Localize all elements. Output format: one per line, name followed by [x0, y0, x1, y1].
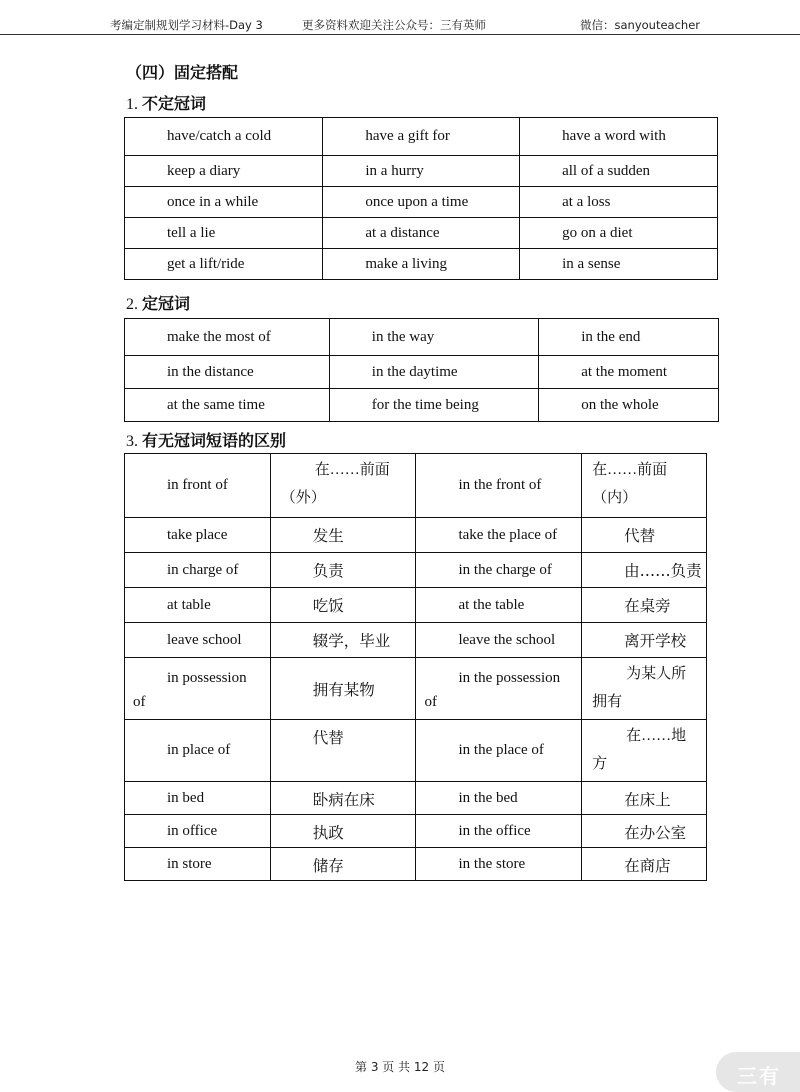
table-row [125, 848, 707, 881]
table-row [125, 720, 707, 782]
table-cell: at table [125, 588, 271, 623]
table-row [125, 518, 707, 553]
watermark-text: 三有 [737, 1064, 781, 1088]
table-cell [270, 454, 416, 518]
table-cell: at the moment [539, 356, 719, 389]
table-row [125, 218, 718, 249]
table-cell: all of a sudden [520, 156, 718, 187]
table-cell: 吃饭 [270, 588, 416, 623]
section1-number: 1. [126, 96, 138, 113]
table-row [125, 454, 707, 518]
table-cell: at the same time [125, 389, 330, 422]
table-cell: 发生 [270, 518, 416, 553]
table-cell: on the whole [539, 389, 719, 422]
cell-text: 在……地 [626, 728, 687, 744]
indefinite-article-table [124, 117, 718, 280]
table-cell: in the store [416, 848, 582, 881]
table-cell: in the charge of [416, 553, 582, 588]
table-cell: 在床上 [582, 782, 707, 815]
cell-text: 在……前面 [314, 462, 390, 478]
cell-text: in the possession [458, 670, 561, 686]
cell-text: （外） [280, 490, 326, 506]
table-cell: at the table [416, 588, 582, 623]
table-cell: in the end [539, 319, 719, 356]
table-cell: in office [125, 815, 271, 848]
table-cell: 在桌旁 [582, 588, 707, 623]
table-cell [582, 454, 707, 518]
table-cell: 卧病在床 [270, 782, 416, 815]
table-row [125, 187, 718, 218]
header-right-text: 微信：sanyouteacher [580, 18, 701, 32]
table-cell: at a loss [520, 187, 718, 218]
table-cell: take place [125, 518, 271, 553]
section1-heading [126, 91, 206, 114]
definite-article-table [124, 318, 719, 422]
table-cell: go on a diet [520, 218, 718, 249]
table-cell: in charge of [125, 553, 271, 588]
table-row [125, 156, 718, 187]
table-cell: in the front of [416, 454, 582, 518]
table-cell: 由……负责 [582, 553, 707, 588]
table-cell: tell a lie [125, 218, 323, 249]
table-cell [582, 720, 707, 782]
table-row [125, 553, 707, 588]
section2-heading [126, 291, 190, 314]
table-row [125, 249, 718, 280]
table-cell: 负责 [270, 553, 416, 588]
page-footer: 第 3 页 共 12 页 [355, 1060, 445, 1074]
table-row [125, 389, 719, 422]
section3-heading [126, 428, 286, 451]
table-cell: in a hurry [323, 156, 520, 187]
table-cell: have/catch a cold [125, 118, 323, 156]
table-cell: 代替 [270, 720, 416, 782]
table-cell: 在办公室 [582, 815, 707, 848]
table-cell [582, 658, 707, 720]
cell-text: of [133, 694, 146, 710]
table-row [125, 658, 707, 720]
table-cell: once in a while [125, 187, 323, 218]
cell-text: 为某人所 [626, 666, 687, 682]
section2-title: 定冠词 [142, 294, 191, 313]
table-cell: at a distance [323, 218, 520, 249]
table-cell: 辍学，毕业 [270, 623, 416, 658]
table-cell: in bed [125, 782, 271, 815]
page-header [0, 0, 800, 36]
table-cell: in store [125, 848, 271, 881]
table-cell: in the way [329, 319, 538, 356]
section2-number: 2. [126, 296, 138, 313]
cell-text: 方 [592, 756, 608, 772]
table-cell: in the distance [125, 356, 330, 389]
table-cell [125, 658, 271, 720]
section3-number: 3. [126, 433, 138, 450]
table-cell: once upon a time [323, 187, 520, 218]
table-cell: leave the school [416, 623, 582, 658]
main-heading: （四）固定搭配 [126, 63, 239, 82]
table-cell: in place of [125, 720, 271, 782]
table-cell: leave school [125, 623, 271, 658]
table-cell [416, 658, 582, 720]
table-cell: get a lift/ride [125, 249, 323, 280]
table-row [125, 319, 719, 356]
table-cell: in front of [125, 454, 271, 518]
table-cell: in a sense [520, 249, 718, 280]
table-cell: take the place of [416, 518, 582, 553]
cell-text: of [424, 694, 437, 710]
table-cell: 离开学校 [582, 623, 707, 658]
cell-text: （内） [592, 490, 638, 506]
header-divider [0, 34, 800, 35]
header-center-text: 更多资料欢迎关注公众号：三有英师 [302, 18, 486, 32]
table-cell: make the most of [125, 319, 330, 356]
table-cell: in the bed [416, 782, 582, 815]
table-cell: 代替 [582, 518, 707, 553]
table-cell: have a word with [520, 118, 718, 156]
table-cell: make a living [323, 249, 520, 280]
table-cell: have a gift for [323, 118, 520, 156]
cell-text: in possession [167, 670, 247, 686]
table-cell: in the office [416, 815, 582, 848]
table-cell: keep a diary [125, 156, 323, 187]
table-cell: 储存 [270, 848, 416, 881]
table-cell: 拥有某物 [270, 658, 416, 720]
table-row [125, 815, 707, 848]
section3-title: 有无冠词短语的区别 [142, 431, 287, 450]
table-row [125, 356, 719, 389]
article-contrast-table [124, 453, 707, 881]
cell-text: 拥有 [592, 694, 623, 710]
table-cell: in the place of [416, 720, 582, 782]
header-left-text: 考编定制规划学习材料-Day 3 [110, 18, 263, 32]
table-row [125, 782, 707, 815]
section1-title: 不定冠词 [142, 94, 207, 113]
table-cell: 执政 [270, 815, 416, 848]
table-row [125, 588, 707, 623]
table-cell: for the time being [329, 389, 538, 422]
table-row [125, 118, 718, 156]
cell-text: 在……前面 [592, 462, 668, 478]
table-cell: 在商店 [582, 848, 707, 881]
table-row [125, 623, 707, 658]
table-cell: in the daytime [329, 356, 538, 389]
